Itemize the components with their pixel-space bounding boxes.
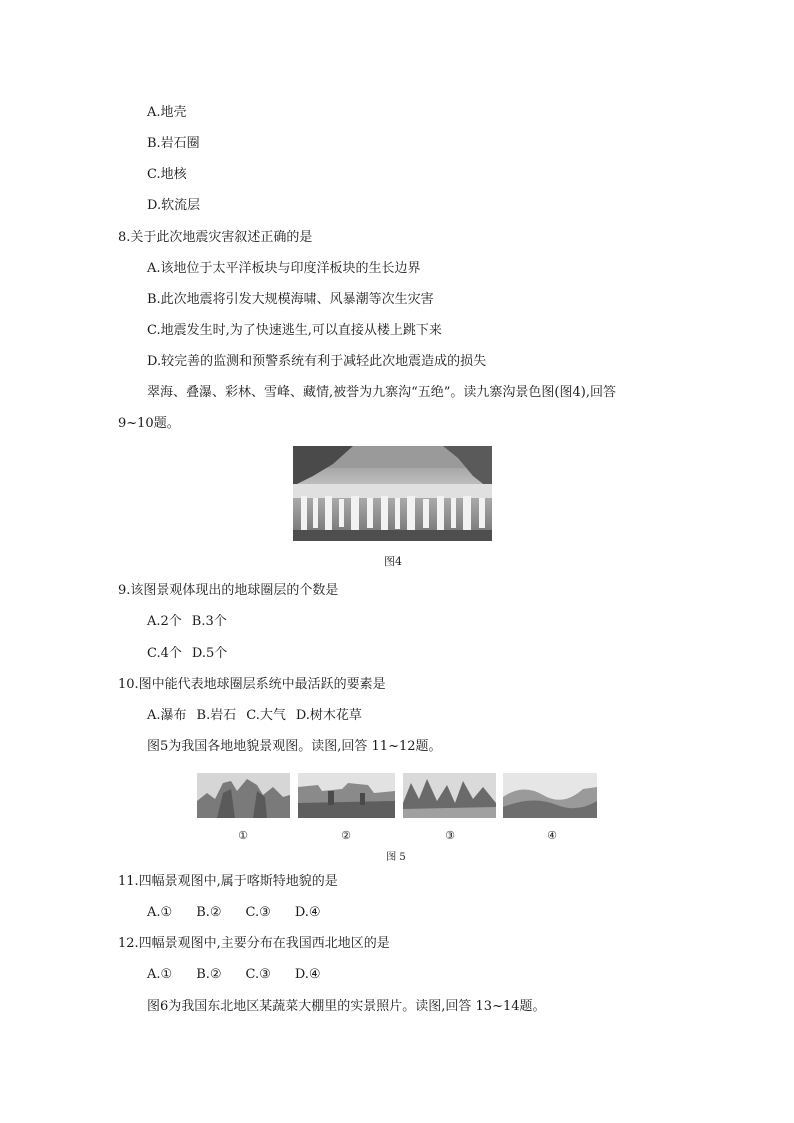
q10-option-d: D.树木花草 [295, 708, 362, 723]
q8-option-d: D.较完善的监测和预警系统有利于减轻此次地震造成的损失 [147, 354, 487, 369]
q9-option-d: D.5个 [191, 646, 228, 661]
q7-option-d: D.软流层 [147, 198, 201, 213]
intro-13-14: 图6为我国东北地区某蔬菜大棚里的实景照片。读图,回答 13~14题。 [147, 999, 546, 1014]
q8-option-a: A.该地位于太平洋板块与印度洋板块的生长边界 [147, 261, 421, 276]
figure-5-image-3 [403, 773, 496, 818]
q9-option-a: A.2个 [147, 614, 182, 629]
figure-4-caption: 图4 [384, 555, 402, 568]
figure-5-image-1 [197, 773, 290, 818]
figure-5-label-3: ③ [445, 829, 455, 842]
q11-option-a: A.① [147, 905, 173, 920]
intro-9-10-line1: 翠海、叠瀑、彩林、雪峰、藏情,被誉为九寨沟“五绝”。读九寨沟景色图(图4),回答 [147, 385, 616, 400]
q12-option-a: A.① [147, 967, 173, 982]
q10-option-c: C.大气 [246, 708, 286, 723]
q10-option-b: B.岩石 [196, 708, 237, 723]
figure-5-label-2: ② [341, 829, 351, 842]
q8-stem: 8.关于此次地震灾害叙述正确的是 [118, 230, 313, 245]
figure-5-label-4: ④ [547, 829, 557, 842]
q9-option-c: C.4个 [147, 646, 182, 661]
q9-option-b: B.3个 [191, 614, 227, 629]
q12-option-d: D.④ [294, 967, 321, 982]
figure-5-image-4 [503, 773, 597, 818]
q9-options-row1 [147, 614, 227, 630]
figure-4-waterfall-image [293, 446, 492, 541]
q9-stem: 9.该图景观体现出的地球圈层的个数是 [118, 583, 339, 598]
q7-option-b: B.岩石圈 [147, 136, 200, 151]
figure-5-label-1: ① [238, 829, 248, 842]
q12-stem: 12.四幅景观图中,主要分布在我国西北地区的是 [118, 936, 390, 951]
q10-option-a: A.瀑布 [147, 708, 187, 723]
q10-options [147, 708, 362, 724]
q12-option-b: B.② [196, 967, 222, 982]
q8-option-b: B.此次地震将引发大规模海啸、风暴潮等次生灾害 [147, 292, 434, 307]
q7-option-c: C.地核 [147, 167, 187, 182]
q7-option-a: A.地壳 [147, 105, 187, 120]
q11-option-b: B.② [196, 905, 222, 920]
intro-9-10-line2: 9~10题。 [118, 416, 180, 431]
q12-option-c: C.③ [245, 967, 271, 982]
q11-options [147, 905, 321, 921]
q12-options [147, 967, 321, 983]
q9-options-row2 [147, 646, 227, 662]
q10-stem: 10.图中能代表地球圈层系统中最活跃的要素是 [118, 677, 386, 692]
q11-stem: 11.四幅景观图中,属于喀斯特地貌的是 [118, 874, 338, 889]
q8-option-c: C.地震发生时,为了快速逃生,可以直接从楼上跳下来 [147, 323, 442, 338]
q11-option-c: C.③ [245, 905, 271, 920]
figure-5-caption: 图 5 [386, 852, 406, 863]
q11-option-d: D.④ [294, 905, 321, 920]
intro-11-12: 图5为我国各地地貌景观图。读图,回答 11~12题。 [147, 739, 442, 754]
figure-5-image-2 [298, 773, 395, 818]
